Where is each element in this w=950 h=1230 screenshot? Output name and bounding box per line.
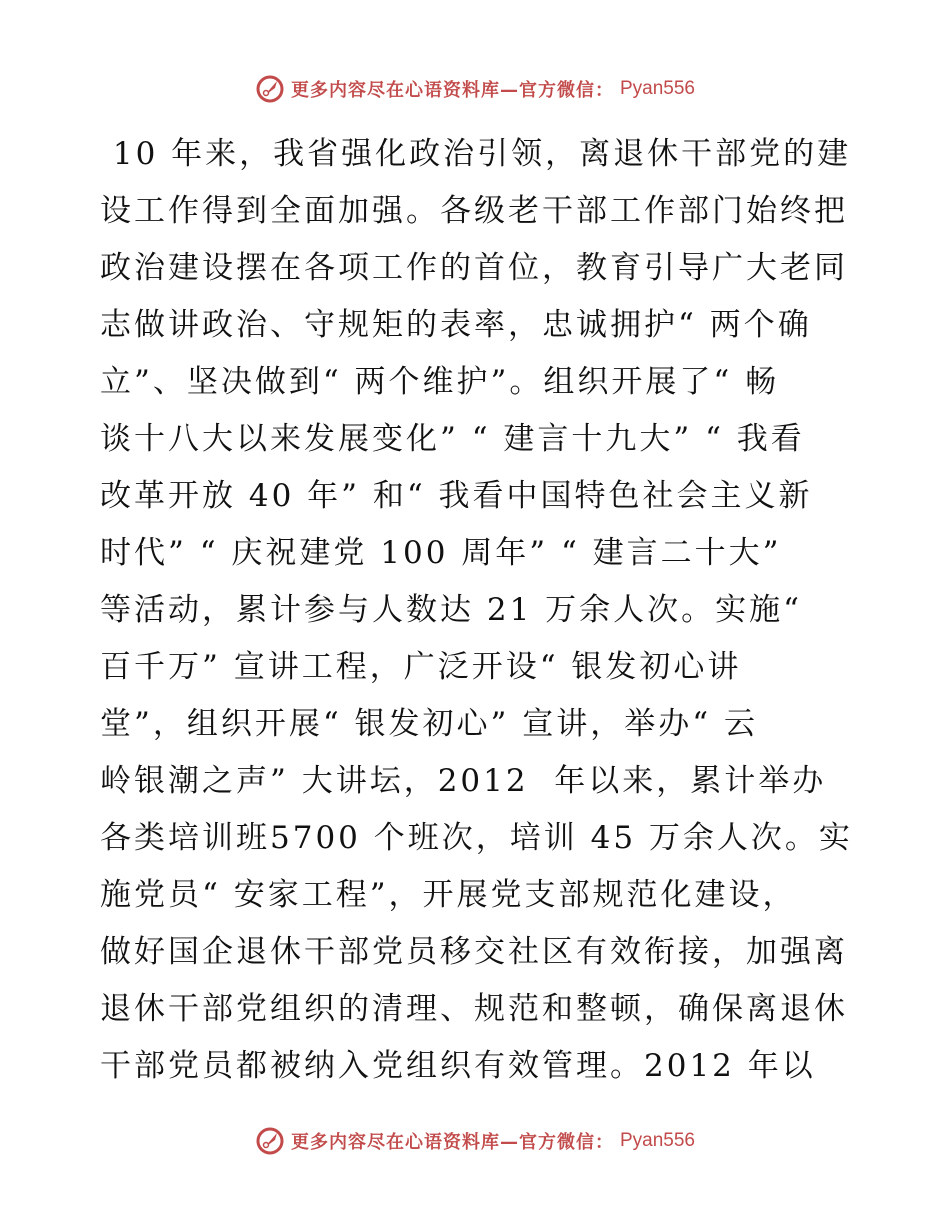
text-line: 百千万” 宣讲工程，广泛开设“ 银发初心讲 (100, 649, 742, 685)
text-line: 10 年来，我省强化政治引领，离退休干部党的建 (100, 136, 852, 172)
text-line: 谈十八大以来发展变化” “ 建言十九大” “ 我看 (100, 421, 805, 457)
text-line: 设工作得到全面加强。各级老干部工作部门始终把 (100, 193, 848, 229)
watermark-handle: Pyan556 (619, 1130, 695, 1151)
text-line: 岭银潮之声” 大讲坛，2012 年以来，累计举办 (100, 763, 827, 799)
text-line: 退休干部党组织的清理、规范和整顿，确保离退休 (100, 991, 848, 1027)
watermark-text: 更多内容尽在心语资料库—官方微信： (290, 1132, 614, 1153)
text-line: 政治建设摆在各项工作的首位，教育引导广大老同 (100, 250, 848, 286)
document-body (100, 126, 860, 1095)
text-line: 志做讲政治、守规矩的表率，忠诚拥护“ 两个确 (100, 307, 812, 343)
text-line: 各类培训班5700 个班次，培训 45 万余人次。实 (100, 820, 853, 856)
quill-logo-icon (255, 74, 285, 104)
watermark-header (0, 74, 950, 104)
text-line: 改革开放 40 年” 和“ 我看中国特色社会主义新 (100, 478, 813, 514)
quill-logo-icon (255, 1126, 285, 1156)
text-line: 立”、坚决做到“ 两个维护”。组织开展了“ 畅 (100, 364, 780, 400)
text-line: 等活动，累计参与人数达 21 万余人次。实施“ (100, 592, 803, 628)
text-line: 时代” “ 庆祝建党 100 周年” “ 建言二十大” (100, 535, 782, 571)
text-line: 堂”，组织开展“ 银发初心” 宣讲，举办“ 云 (100, 706, 758, 742)
text-line: 干部党员都被纳入党组织有效管理。2012 年以 (100, 1048, 816, 1084)
watermark-text: 更多内容尽在心语资料库—官方微信： (290, 80, 614, 101)
watermark-footer (0, 1126, 950, 1156)
text-line: 施党员“ 安家工程”，开展党支部规范化建设， (100, 877, 797, 913)
text-line: 做好国企退休干部党员移交社区有效衔接，加强离 (100, 934, 848, 970)
watermark-handle: Pyan556 (619, 78, 695, 99)
